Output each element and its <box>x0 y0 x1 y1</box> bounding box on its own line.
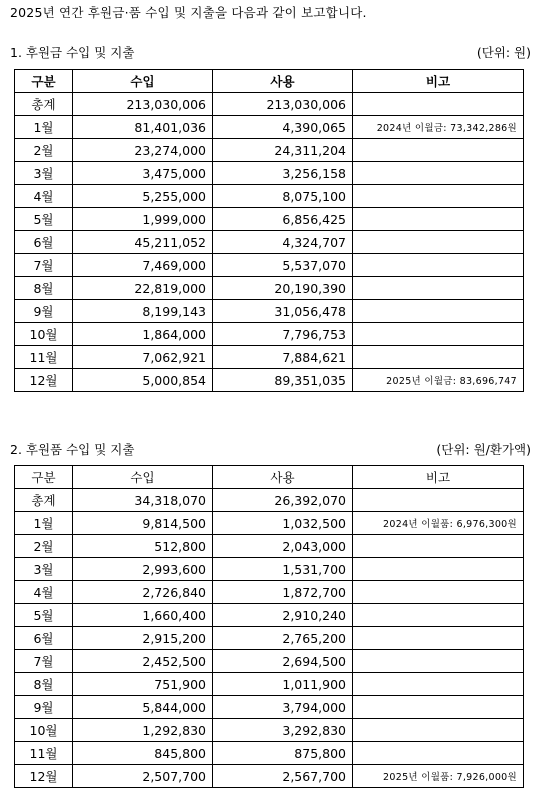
cell-expense: 20,190,390 <box>213 277 353 300</box>
cell-category: 4월 <box>15 185 73 208</box>
header-income: 수입 <box>73 466 213 489</box>
cell-income: 751,900 <box>73 673 213 696</box>
table-header-row <box>15 466 524 489</box>
table-row <box>15 489 524 512</box>
cell-category: 7월 <box>15 650 73 673</box>
cell-note <box>353 254 524 277</box>
cell-category: 9월 <box>15 696 73 719</box>
cell-expense: 1,531,700 <box>213 558 353 581</box>
cell-income: 5,255,000 <box>73 185 213 208</box>
cell-income: 845,800 <box>73 742 213 765</box>
cell-category: 1월 <box>15 512 73 535</box>
cell-note <box>353 185 524 208</box>
cell-expense: 2,910,240 <box>213 604 353 627</box>
table-row <box>15 116 524 139</box>
table-row <box>15 765 524 788</box>
cell-note <box>353 719 524 742</box>
cell-category: 12월 <box>15 765 73 788</box>
table-row <box>15 208 524 231</box>
cell-income: 22,819,000 <box>73 277 213 300</box>
donation-money-table <box>14 69 524 392</box>
cell-category: 2월 <box>15 139 73 162</box>
table-row <box>15 673 524 696</box>
cell-category: 8월 <box>15 277 73 300</box>
cell-income: 8,199,143 <box>73 300 213 323</box>
cell-income: 1,292,830 <box>73 719 213 742</box>
cell-expense: 1,032,500 <box>213 512 353 535</box>
cell-income: 512,800 <box>73 535 213 558</box>
cell-income: 34,318,070 <box>73 489 213 512</box>
cell-category: 총계 <box>15 489 73 512</box>
cell-income: 2,993,600 <box>73 558 213 581</box>
cell-expense: 6,856,425 <box>213 208 353 231</box>
cell-income: 213,030,006 <box>73 93 213 116</box>
cell-note <box>353 742 524 765</box>
cell-category: 7월 <box>15 254 73 277</box>
cell-note <box>353 696 524 719</box>
cell-note <box>353 650 524 673</box>
cell-expense: 31,056,478 <box>213 300 353 323</box>
cell-income: 3,475,000 <box>73 162 213 185</box>
cell-income: 81,401,036 <box>73 116 213 139</box>
table-row <box>15 162 524 185</box>
cell-expense: 7,884,621 <box>213 346 353 369</box>
table-row <box>15 369 524 392</box>
cell-category: 11월 <box>15 346 73 369</box>
cell-expense: 1,011,900 <box>213 673 353 696</box>
cell-category: 6월 <box>15 627 73 650</box>
cell-note <box>353 231 524 254</box>
cell-income: 2,915,200 <box>73 627 213 650</box>
cell-income: 45,211,052 <box>73 231 213 254</box>
cell-category: 10월 <box>15 719 73 742</box>
table-row <box>15 742 524 765</box>
cell-expense: 1,872,700 <box>213 581 353 604</box>
table-header-row <box>15 70 524 93</box>
cell-note <box>353 581 524 604</box>
cell-note: 2024년 이월금: 73,342,286원 <box>353 116 524 139</box>
section2-title: 2. 후원품 수입 및 지출 <box>10 442 135 457</box>
cell-category: 8월 <box>15 673 73 696</box>
cell-expense: 875,800 <box>213 742 353 765</box>
table-row <box>15 346 524 369</box>
cell-income: 2,452,500 <box>73 650 213 673</box>
table-row <box>15 650 524 673</box>
cell-note <box>353 604 524 627</box>
cell-expense: 3,256,158 <box>213 162 353 185</box>
header-expense: 사용 <box>213 466 353 489</box>
header-category: 구분 <box>15 466 73 489</box>
cell-expense: 2,694,500 <box>213 650 353 673</box>
cell-note <box>353 346 524 369</box>
table-row <box>15 719 524 742</box>
table-row <box>15 254 524 277</box>
cell-category: 12월 <box>15 369 73 392</box>
cell-note <box>353 300 524 323</box>
cell-income: 1,999,000 <box>73 208 213 231</box>
cell-expense: 3,794,000 <box>213 696 353 719</box>
table-row <box>15 277 524 300</box>
cell-income: 5,844,000 <box>73 696 213 719</box>
header-category: 구분 <box>15 70 73 93</box>
cell-note <box>353 627 524 650</box>
table-row <box>15 300 524 323</box>
table-row <box>15 627 524 650</box>
cell-expense: 2,043,000 <box>213 535 353 558</box>
section2-unit: (단위: 원/환가액) <box>436 442 531 457</box>
cell-expense: 2,567,700 <box>213 765 353 788</box>
cell-note <box>353 535 524 558</box>
cell-income: 23,274,000 <box>73 139 213 162</box>
cell-expense: 4,390,065 <box>213 116 353 139</box>
header-income: 수입 <box>73 70 213 93</box>
cell-expense: 24,311,204 <box>213 139 353 162</box>
header-expense: 사용 <box>213 70 353 93</box>
cell-category: 3월 <box>15 162 73 185</box>
cell-note <box>353 489 524 512</box>
cell-note <box>353 558 524 581</box>
cell-note <box>353 323 524 346</box>
cell-expense: 8,075,100 <box>213 185 353 208</box>
cell-expense: 5,537,070 <box>213 254 353 277</box>
table-row <box>15 535 524 558</box>
header-note: 비고 <box>353 466 524 489</box>
cell-note: 2025년 이월금: 83,696,747 <box>353 369 524 392</box>
cell-expense: 89,351,035 <box>213 369 353 392</box>
header-note: 비고 <box>353 70 524 93</box>
cell-category: 2월 <box>15 535 73 558</box>
table-row <box>15 581 524 604</box>
table-row <box>15 185 524 208</box>
cell-income: 9,814,500 <box>73 512 213 535</box>
table-row <box>15 558 524 581</box>
section1-title: 1. 후원금 수입 및 지출 <box>10 45 135 60</box>
cell-category: 1월 <box>15 116 73 139</box>
cell-category: 3월 <box>15 558 73 581</box>
table-row <box>15 139 524 162</box>
cell-expense: 4,324,707 <box>213 231 353 254</box>
table-row <box>15 696 524 719</box>
cell-income: 1,864,000 <box>73 323 213 346</box>
cell-category: 9월 <box>15 300 73 323</box>
cell-category: 11월 <box>15 742 73 765</box>
donation-goods-table <box>14 465 524 788</box>
cell-category: 총계 <box>15 93 73 116</box>
cell-income: 1,660,400 <box>73 604 213 627</box>
cell-expense: 213,030,006 <box>213 93 353 116</box>
cell-note <box>353 162 524 185</box>
cell-category: 10월 <box>15 323 73 346</box>
cell-note: 2025년 이월품: 7,926,000원 <box>353 765 524 788</box>
cell-note <box>353 93 524 116</box>
cell-category: 5월 <box>15 604 73 627</box>
cell-expense: 7,796,753 <box>213 323 353 346</box>
table-row <box>15 604 524 627</box>
cell-expense: 2,765,200 <box>213 627 353 650</box>
cell-income: 2,726,840 <box>73 581 213 604</box>
cell-income: 5,000,854 <box>73 369 213 392</box>
cell-income: 7,062,921 <box>73 346 213 369</box>
cell-category: 6월 <box>15 231 73 254</box>
cell-note <box>353 673 524 696</box>
cell-income: 7,469,000 <box>73 254 213 277</box>
cell-category: 5월 <box>15 208 73 231</box>
table-row <box>15 231 524 254</box>
table-row <box>15 323 524 346</box>
cell-note <box>353 277 524 300</box>
table-row <box>15 512 524 535</box>
cell-income: 2,507,700 <box>73 765 213 788</box>
section1-unit: (단위: 원) <box>476 45 531 60</box>
table-row <box>15 93 524 116</box>
cell-note: 2024년 이월품: 6,976,300원 <box>353 512 524 535</box>
cell-expense: 3,292,830 <box>213 719 353 742</box>
cell-expense: 26,392,070 <box>213 489 353 512</box>
report-intro: 2025년 연간 후원금·품 수입 및 지출을 다음과 같이 보고합니다. <box>10 5 367 20</box>
cell-note <box>353 139 524 162</box>
cell-note <box>353 208 524 231</box>
cell-category: 4월 <box>15 581 73 604</box>
